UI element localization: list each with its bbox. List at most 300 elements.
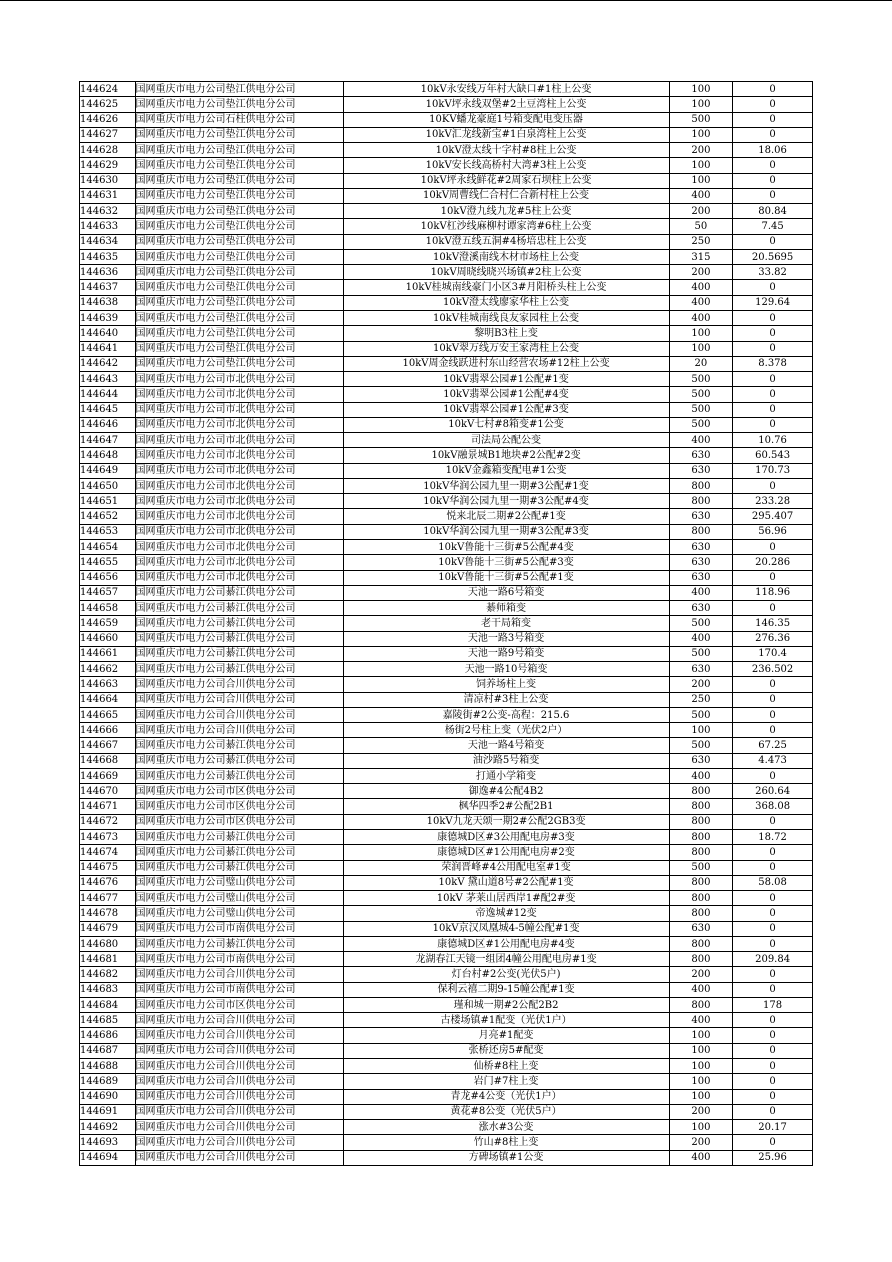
transformer-name-cell: 10kV华润公园九里一期#3公配#1变 [343,478,669,493]
value-cell: 0 [733,234,813,249]
company-cell: 国网重庆市电力公司垫江供电分公司 [135,234,343,249]
transformer-name-cell: 10kV澄九线九龙#5柱上公变 [343,204,669,219]
value-cell: 236.502 [733,662,813,677]
transformer-name-cell: 10kV桂城南线良友家园柱上公变 [343,310,669,325]
company-cell: 国网重庆市电力公司垫江供电分公司 [135,143,343,158]
table-row [80,753,813,768]
row-id-cell: 144646 [80,417,136,432]
capacity-cell: 800 [669,997,733,1012]
company-cell: 国网重庆市电力公司市北供电分公司 [135,539,343,554]
table-row [80,891,813,906]
capacity-cell: 800 [669,494,733,509]
row-id-cell: 144627 [80,127,136,142]
capacity-cell: 800 [669,799,733,814]
capacity-cell: 315 [669,249,733,264]
capacity-cell: 500 [669,387,733,402]
table-row [80,158,813,173]
capacity-cell: 400 [669,768,733,783]
company-cell: 国网重庆市电力公司綦江供电分公司 [135,936,343,951]
table-row [80,936,813,951]
value-cell: 7.45 [733,219,813,234]
company-cell: 国网重庆市电力公司合川供电分公司 [135,1104,343,1119]
company-cell: 国网重庆市电力公司垫江供电分公司 [135,158,343,173]
value-cell: 170.73 [733,463,813,478]
table-row [80,173,813,188]
value-cell: 0 [733,188,813,203]
row-id-cell: 144688 [80,1059,136,1074]
table-row [80,585,813,600]
row-id-cell: 144633 [80,219,136,234]
value-cell: 0 [733,570,813,585]
table-row [80,631,813,646]
table-row [80,1074,813,1089]
company-cell: 国网重庆市电力公司綦江供电分公司 [135,768,343,783]
page-top-rule [0,0,892,1]
value-cell: 0 [733,372,813,387]
company-cell: 国网重庆市电力公司綦江供电分公司 [135,662,343,677]
company-cell: 国网重庆市电力公司合川供电分公司 [135,1120,343,1135]
capacity-cell: 200 [669,265,733,280]
capacity-cell: 800 [669,524,733,539]
transformer-name-cell: 10kV澄五线五洞#4杨培忠柱上公变 [343,234,669,249]
transformer-name-cell: 10kV京汉凤凰城4-5幢公配#1变 [343,921,669,936]
row-id-cell: 144687 [80,1043,136,1058]
row-id-cell: 144683 [80,982,136,997]
table-row [80,1104,813,1119]
company-cell: 国网重庆市电力公司垫江供电分公司 [135,326,343,341]
table-row [80,219,813,234]
value-cell: 0 [733,1074,813,1089]
capacity-cell: 100 [669,173,733,188]
company-cell: 国网重庆市电力公司垫江供电分公司 [135,127,343,142]
table-row [80,1135,813,1150]
table-row [80,1043,813,1058]
row-id-cell: 144692 [80,1120,136,1135]
value-cell: 0 [733,112,813,127]
capacity-cell: 100 [669,1120,733,1135]
value-cell: 20.5695 [733,249,813,264]
capacity-cell: 400 [669,433,733,448]
table-row [80,906,813,921]
capacity-cell: 400 [669,1150,733,1165]
company-cell: 国网重庆市电力公司合川供电分公司 [135,1089,343,1104]
capacity-cell: 400 [669,585,733,600]
company-cell: 国网重庆市电力公司綦江供电分公司 [135,585,343,600]
row-id-cell: 144664 [80,692,136,707]
transformer-name-cell: 司法局公配公变 [343,433,669,448]
company-cell: 国网重庆市电力公司合川供电分公司 [135,1150,343,1165]
table-row [80,875,813,890]
table-row [80,952,813,967]
value-cell: 0 [733,1028,813,1043]
capacity-cell: 630 [669,463,733,478]
transformer-name-cell: 10kV金鑫箱变配电#1公变 [343,463,669,478]
capacity-cell: 630 [669,601,733,616]
capacity-cell: 630 [669,921,733,936]
table-row [80,234,813,249]
value-cell: 0 [733,1104,813,1119]
row-id-cell: 144660 [80,631,136,646]
transformer-name-cell: 张桥还房5#配变 [343,1043,669,1058]
table-row [80,997,813,1012]
value-cell: 368.08 [733,799,813,814]
company-cell: 国网重庆市电力公司垫江供电分公司 [135,280,343,295]
transformer-name-cell: 10kV七村#8箱变#1公变 [343,417,669,432]
value-cell: 33.82 [733,265,813,280]
row-id-cell: 144662 [80,662,136,677]
row-id-cell: 144669 [80,768,136,783]
row-id-cell: 144670 [80,784,136,799]
capacity-cell: 500 [669,616,733,631]
row-id-cell: 144694 [80,1150,136,1165]
company-cell: 国网重庆市电力公司合川供电分公司 [135,967,343,982]
value-cell: 80.84 [733,204,813,219]
value-cell: 170.4 [733,646,813,661]
table-row [80,387,813,402]
transformer-name-cell: 打通小学箱变 [343,768,669,783]
value-cell: 146.35 [733,616,813,631]
row-id-cell: 144632 [80,204,136,219]
value-cell: 0 [733,921,813,936]
transformer-name-cell: 竹山#8柱上变 [343,1135,669,1150]
capacity-cell: 500 [669,707,733,722]
capacity-cell: 100 [669,127,733,142]
company-cell: 国网重庆市电力公司綦江供电分公司 [135,845,343,860]
value-cell: 0 [733,341,813,356]
value-cell: 0 [733,1043,813,1058]
row-id-cell: 144644 [80,387,136,402]
row-id-cell: 144678 [80,906,136,921]
row-id-cell: 144625 [80,97,136,112]
transformer-name-cell: 仙桥#8柱上变 [343,1059,669,1074]
row-id-cell: 144653 [80,524,136,539]
table-row [80,738,813,753]
table-row [80,723,813,738]
value-cell: 0 [733,601,813,616]
value-cell: 0 [733,677,813,692]
company-cell: 国网重庆市电力公司市区供电分公司 [135,784,343,799]
table-row [80,372,813,387]
company-cell: 国网重庆市电力公司垫江供电分公司 [135,310,343,325]
transformer-name-cell: 月亮#1配变 [343,1028,669,1043]
capacity-cell: 800 [669,478,733,493]
row-id-cell: 144631 [80,188,136,203]
transformer-name-cell: 10kV 黛山道8号#2公配#1变 [343,875,669,890]
value-cell: 0 [733,1135,813,1150]
capacity-cell: 100 [669,326,733,341]
company-cell: 国网重庆市电力公司市北供电分公司 [135,478,343,493]
company-cell: 国网重庆市电力公司垫江供电分公司 [135,265,343,280]
capacity-cell: 250 [669,692,733,707]
capacity-cell: 20 [669,356,733,371]
value-cell: 0 [733,906,813,921]
capacity-cell: 800 [669,830,733,845]
table-row [80,356,813,371]
transformer-name-cell: 10kV永安线万年村大缺口#1柱上公变 [343,82,669,97]
row-id-cell: 144658 [80,601,136,616]
capacity-cell: 400 [669,295,733,310]
capacity-cell: 200 [669,143,733,158]
row-id-cell: 144666 [80,723,136,738]
transformer-name-cell: 青龙#4公变（光伏1户） [343,1089,669,1104]
row-id-cell: 144671 [80,799,136,814]
table-row [80,402,813,417]
table-row [80,601,813,616]
transformer-name-cell: 康德城D区#1公用配电房#2变 [343,845,669,860]
company-cell: 国网重庆市电力公司璧山供电分公司 [135,875,343,890]
value-cell: 0 [733,692,813,707]
company-cell: 国网重庆市电力公司綦江供电分公司 [135,601,343,616]
value-cell: 0 [733,936,813,951]
company-cell: 国网重庆市电力公司市北供电分公司 [135,524,343,539]
capacity-cell: 250 [669,234,733,249]
capacity-cell: 630 [669,570,733,585]
company-cell: 国网重庆市电力公司市区供电分公司 [135,814,343,829]
value-cell: 233.28 [733,494,813,509]
transformer-name-cell: 10kV坪永线双堡#2土豆湾柱上公变 [343,97,669,112]
row-id-cell: 144690 [80,1089,136,1104]
row-id-cell: 144637 [80,280,136,295]
row-id-cell: 144647 [80,433,136,448]
transformer-name-cell: 饲养场柱上变 [343,677,669,692]
value-cell: 0 [733,1059,813,1074]
company-cell: 国网重庆市电力公司綦江供电分公司 [135,616,343,631]
table-row [80,433,813,448]
company-cell: 国网重庆市电力公司市北供电分公司 [135,433,343,448]
value-cell: 129.64 [733,295,813,310]
transformer-name-cell: 10kV九龙天颂一期2#公配2GB3变 [343,814,669,829]
transformer-name-cell: 老干局箱变 [343,616,669,631]
capacity-cell: 100 [669,97,733,112]
transformer-name-cell: 10kV周晓线晓兴场镇#2柱上公变 [343,265,669,280]
table-row [80,1120,813,1135]
transformer-name-cell: 岩门#7柱上变 [343,1074,669,1089]
transformer-name-cell: 10kV安长线高桥村大湾#3柱上公变 [343,158,669,173]
transformer-name-cell: 悦来北辰二期#2公配#1变 [343,509,669,524]
company-cell: 国网重庆市电力公司綦江供电分公司 [135,646,343,661]
value-cell: 0 [733,845,813,860]
capacity-cell: 630 [669,448,733,463]
transformer-name-cell: 杨街2号柱上变（光伏2户） [343,723,669,738]
company-cell: 国网重庆市电力公司垫江供电分公司 [135,219,343,234]
company-cell: 国网重庆市电力公司市北供电分公司 [135,509,343,524]
company-cell: 国网重庆市电力公司垫江供电分公司 [135,204,343,219]
value-cell: 0 [733,723,813,738]
value-cell: 20.286 [733,555,813,570]
company-cell: 国网重庆市电力公司綦江供电分公司 [135,738,343,753]
transformer-name-cell: 枫华四季2#公配2B1 [343,799,669,814]
row-id-cell: 144667 [80,738,136,753]
transformer-name-cell: 10kV华润公园九里一期#3公配#4变 [343,494,669,509]
company-cell: 国网重庆市电力公司石柱供电分公司 [135,112,343,127]
company-cell: 国网重庆市电力公司市区供电分公司 [135,799,343,814]
value-cell: 0 [733,891,813,906]
value-cell: 0 [733,402,813,417]
row-id-cell: 144642 [80,356,136,371]
capacity-cell: 630 [669,509,733,524]
capacity-cell: 800 [669,952,733,967]
transformer-name-cell: 黄花#8公变（光伏5户） [343,1104,669,1119]
row-id-cell: 144676 [80,875,136,890]
row-id-cell: 144682 [80,967,136,982]
company-cell: 国网重庆市电力公司垫江供电分公司 [135,173,343,188]
transformer-name-cell: 油沙路5号箱变 [343,753,669,768]
transformer-name-cell: 瑾和城一期#2公配2B2 [343,997,669,1012]
row-id-cell: 144689 [80,1074,136,1089]
table-row [80,539,813,554]
capacity-cell: 100 [669,341,733,356]
row-id-cell: 144639 [80,310,136,325]
row-id-cell: 144640 [80,326,136,341]
transformer-name-cell: 古楼场镇#1配变（光伏1户） [343,1013,669,1028]
transformer-name-cell: 10kV坪永线鲜花#2周家石坝柱上公变 [343,173,669,188]
value-cell: 0 [733,82,813,97]
capacity-cell: 500 [669,112,733,127]
row-id-cell: 144686 [80,1028,136,1043]
table-row [80,326,813,341]
capacity-cell: 400 [669,982,733,997]
row-id-cell: 144655 [80,555,136,570]
transformer-name-cell: 10kV华润公园九里一期#3公配#3变 [343,524,669,539]
transformer-name-cell: 天池一路6号箱变 [343,585,669,600]
row-id-cell: 144680 [80,936,136,951]
value-cell: 20.17 [733,1120,813,1135]
row-id-cell: 144679 [80,921,136,936]
row-id-cell: 144668 [80,753,136,768]
transformer-name-cell: 龙湖春江天镜一组团4幢公用配电房#1变 [343,952,669,967]
capacity-cell: 100 [669,1028,733,1043]
transformer-name-cell: 荣润晋峰#4公用配电室#1变 [343,860,669,875]
value-cell: 209.84 [733,952,813,967]
capacity-cell: 400 [669,280,733,295]
table-row [80,982,813,997]
row-id-cell: 144654 [80,539,136,554]
capacity-cell: 400 [669,310,733,325]
capacity-cell: 800 [669,906,733,921]
table-row [80,1013,813,1028]
transformer-name-cell: 10kV杠沙线麻柳村谭家湾#6柱上公变 [343,219,669,234]
company-cell: 国网重庆市电力公司璧山供电分公司 [135,891,343,906]
company-cell: 国网重庆市电力公司綦江供电分公司 [135,830,343,845]
company-cell: 国网重庆市电力公司垫江供电分公司 [135,188,343,203]
table-row [80,295,813,310]
row-id-cell: 144626 [80,112,136,127]
value-cell: 0 [733,1013,813,1028]
table-body [80,82,813,1166]
value-cell: 18.72 [733,830,813,845]
company-cell: 国网重庆市电力公司合川供电分公司 [135,677,343,692]
company-cell: 国网重庆市电力公司合川供电分公司 [135,1059,343,1074]
value-cell: 10.76 [733,433,813,448]
table-row [80,463,813,478]
value-cell: 0 [733,814,813,829]
value-cell: 25.96 [733,1150,813,1165]
row-id-cell: 144665 [80,707,136,722]
capacity-cell: 200 [669,204,733,219]
capacity-cell: 400 [669,1013,733,1028]
row-id-cell: 144684 [80,997,136,1012]
table-row [80,814,813,829]
row-id-cell: 144691 [80,1104,136,1119]
company-cell: 国网重庆市电力公司市北供电分公司 [135,448,343,463]
company-cell: 国网重庆市电力公司市北供电分公司 [135,463,343,478]
transformer-name-cell: 嘉陵街#2公变-高程：215.6 [343,707,669,722]
value-cell: 0 [733,326,813,341]
company-cell: 国网重庆市电力公司合川供电分公司 [135,1013,343,1028]
table-row [80,1089,813,1104]
row-id-cell: 144673 [80,830,136,845]
transformer-name-cell: 10kV桂城南线豪门小区3#月阳桥头柱上公变 [343,280,669,295]
company-cell: 国网重庆市电力公司市北供电分公司 [135,387,343,402]
row-id-cell: 144681 [80,952,136,967]
value-cell: 0 [733,158,813,173]
capacity-cell: 100 [669,1089,733,1104]
row-id-cell: 144629 [80,158,136,173]
value-cell: 0 [733,97,813,112]
row-id-cell: 144628 [80,143,136,158]
company-cell: 国网重庆市电力公司市北供电分公司 [135,555,343,570]
value-cell: 56.96 [733,524,813,539]
table-row [80,1028,813,1043]
capacity-cell: 800 [669,845,733,860]
table-row [80,204,813,219]
row-id-cell: 144638 [80,295,136,310]
capacity-cell: 500 [669,417,733,432]
value-cell: 0 [733,860,813,875]
transformer-name-cell: 康德城D区#3公用配电房#3变 [343,830,669,845]
row-id-cell: 144651 [80,494,136,509]
table-row [80,646,813,661]
transformer-name-cell: 10kV融景城B1地块#2公配#2变 [343,448,669,463]
company-cell: 国网重庆市电力公司市南供电分公司 [135,952,343,967]
value-cell: 0 [733,982,813,997]
company-cell: 国网重庆市电力公司垫江供电分公司 [135,356,343,371]
row-id-cell: 144634 [80,234,136,249]
table-row [80,341,813,356]
capacity-cell: 800 [669,875,733,890]
table-row [80,143,813,158]
capacity-cell: 100 [669,158,733,173]
company-cell: 国网重庆市电力公司垫江供电分公司 [135,97,343,112]
row-id-cell: 144675 [80,860,136,875]
transformer-name-cell: 10kV鲁能十三街#5公配#4变 [343,539,669,554]
value-cell: 295.407 [733,509,813,524]
value-cell: 0 [733,539,813,554]
table-row [80,249,813,264]
capacity-cell: 200 [669,1104,733,1119]
value-cell: 0 [733,1089,813,1104]
value-cell: 0 [733,478,813,493]
table-row [80,188,813,203]
company-cell: 国网重庆市电力公司市北供电分公司 [135,402,343,417]
table-row [80,1150,813,1165]
value-cell: 0 [733,280,813,295]
row-id-cell: 144649 [80,463,136,478]
value-cell: 0 [733,417,813,432]
row-id-cell: 144656 [80,570,136,585]
table-row [80,1059,813,1074]
capacity-cell: 50 [669,219,733,234]
transformer-name-cell: 清凉村#3柱上公变 [343,692,669,707]
row-id-cell: 144657 [80,585,136,600]
value-cell: 18.06 [733,143,813,158]
value-cell: 8.378 [733,356,813,371]
capacity-cell: 800 [669,936,733,951]
table-row [80,448,813,463]
row-id-cell: 144650 [80,478,136,493]
company-cell: 国网重庆市电力公司市北供电分公司 [135,494,343,509]
capacity-cell: 630 [669,555,733,570]
